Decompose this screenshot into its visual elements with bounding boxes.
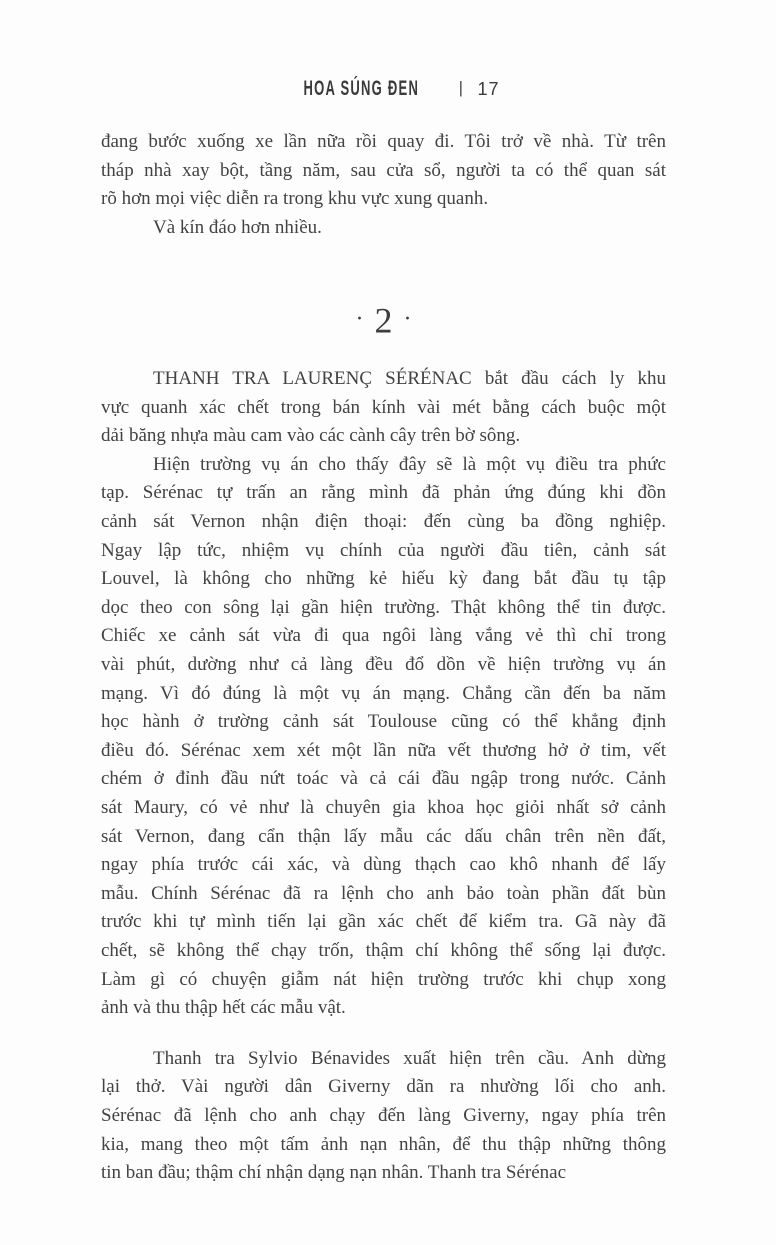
text-line: dải băng nhựa màu cam vào các cành cây trên bờ sông. [101, 425, 521, 447]
text-line: Và kín đáo hơn nhiều. [153, 216, 322, 238]
text-line: ảnh và thu thập hết các mẫu vật. [101, 997, 346, 1019]
book-title: HOA SÚNG ĐEN [302, 77, 419, 100]
text-line: Ngay lập tức, nhiệm vụ chính của người đầu tiên, cảnh sát [101, 539, 666, 561]
header-separator: | [458, 78, 463, 97]
text-line: mẫu. Chính Sérénac đã ra lệnh cho anh bảo toàn phần đất bùn [101, 882, 666, 904]
chapter-number: 2 [374, 301, 393, 342]
page-body [101, 128, 666, 1188]
paragraph [101, 1045, 666, 1188]
text-line: sát Vernon, đang cẩn thận lấy mẫu các dấu chân trên nền đất, [101, 825, 666, 847]
text-line: điều đó. Sérénac xem xét một lần nữa vết thương hở ở tim, vết [101, 739, 666, 761]
text-line: Hiện trường vụ án cho thấy đây sẽ là một vụ điều tra phức [153, 453, 666, 475]
text-line: vực quanh xác chết trong bán kính vài mét bằng cách buộc một [101, 396, 666, 418]
text-line: dọc theo con sông lại gần hiện trường. Thật không thể tin được. [101, 596, 666, 618]
text-line: kia, mang theo một tấm ảnh nạn nhân, để thu thập những thông [101, 1133, 666, 1155]
text-line: tháp nhà xay bột, tầng năm, sau cửa sổ, người ta có thể quan sát [101, 159, 666, 181]
text-line: trước khi tự mình tiến lại gần xác chết để kiểm tra. Gã này đã [101, 911, 666, 933]
text-line: tạp. Sérénac tự trấn an rằng mình đã phản ứng đúng khi đồn [101, 482, 666, 504]
running-header [101, 77, 666, 101]
chapter-dot-left: · [355, 306, 364, 333]
text-line: cảnh sát Vernon nhận điện thoại: đến cùng ba đồng nghiệp. [101, 511, 666, 533]
paragraph-closing [101, 214, 666, 243]
text-line: chém ở đỉnh đầu nứt toác và cả cái đầu ngập trong nước. Cảnh [101, 768, 666, 790]
text-line: chết, sẽ không thể chạy trốn, thậm chí không thể sống lại được. [101, 939, 666, 961]
text-line: tin ban đầu; thậm chí nhận dạng nạn nhân. Thanh tra Sérénac [101, 1162, 566, 1184]
text-line: rõ hơn mọi việc diễn ra trong khu vực xung quanh. [101, 188, 489, 210]
text-line: Louvel, là không cho những kẻ hiếu kỳ đang bắt đầu tụ tập [101, 568, 666, 590]
paragraph-continuation [101, 128, 666, 214]
text-line: học hành ở trường cảnh sát Toulouse cũng có thể khẳng định [101, 711, 666, 733]
text-line: Chiếc xe cảnh sát vừa đi qua ngôi làng vắng vẻ thì chỉ trong [101, 625, 666, 647]
text-line: ngay phía trước cái xác, và dùng thạch cao khô nhanh để lấy [101, 854, 666, 876]
chapter-dot-right: · [403, 306, 412, 333]
text-line: sát Maury, có vẻ như là chuyên gia khoa học giỏi nhất sở cảnh [101, 797, 666, 818]
text-line: vài phút, dường như cả làng đều đổ dồn về hiện trường vụ án [101, 654, 666, 676]
paragraph [101, 365, 666, 451]
text-line: lại thở. Vài người dân Giverny dãn ra nhường lối cho anh. [101, 1076, 666, 1098]
chapter-heading [101, 297, 666, 350]
text-line: Làm gì có chuyện giẫm nát hiện trường trước khi chụp xong [101, 968, 666, 990]
text-line: Thanh tra Sylvio Bénavides xuất hiện trên cầu. Anh dừng [153, 1047, 666, 1069]
text-line: mạng. Vì đó đúng là một vụ án mạng. Chẳng cần đến ba năm [101, 682, 666, 704]
text-line: THANH TRA LAURENÇ SÉRÉNAC bắt đầu cách ly khu [153, 368, 666, 390]
page-number: 17 [477, 78, 500, 99]
text-line: Sérénac đã lệnh cho anh chạy đến làng Giverny, ngay phía trên [101, 1104, 666, 1126]
text-line: đang bước xuống xe lần nữa rồi quay đi. Tôi trở về nhà. Từ trên [101, 131, 666, 152]
paragraph [101, 451, 666, 1023]
